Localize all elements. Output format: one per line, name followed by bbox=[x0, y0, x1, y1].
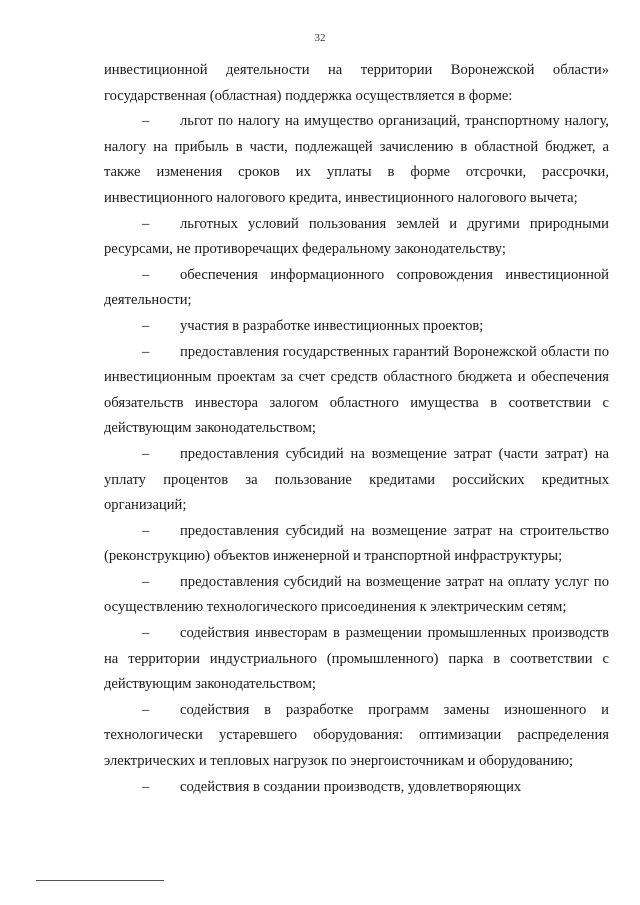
list-dash: – bbox=[142, 113, 150, 130]
list-dash: – bbox=[142, 445, 150, 462]
list-item-text: льготных условий пользования землей и другими природными ресурсами, не противоречащих федеральному законодательству; bbox=[104, 215, 609, 258]
list-item bbox=[104, 698, 609, 775]
list-item-text: предоставления субсидий на возмещение затрат на оплату услуг по осуществлению технологического присоединения к электрическим сетям; bbox=[104, 573, 609, 616]
page-number: 32 bbox=[314, 32, 326, 44]
paragraph-intro bbox=[104, 58, 609, 109]
list-item-text: содействия инвесторам в размещении промышленных производств на территории индустриального (промышленного) парка в соответствии с действующим законодательством; bbox=[104, 625, 609, 693]
list-dash: – bbox=[142, 701, 150, 718]
list-item bbox=[104, 519, 609, 570]
list-item-text: предоставления государственных гарантий Воронежской области по инвестиционным проектам за счет средств областного бюджета и обеспечения обязательств инвестора залогом областного имущества в соответствии с действующим законодательством; bbox=[104, 343, 609, 437]
list-dash: – bbox=[142, 625, 150, 642]
list-dash: – bbox=[142, 266, 150, 283]
document-body bbox=[104, 58, 609, 800]
list-item bbox=[104, 775, 609, 801]
list-item bbox=[104, 314, 609, 340]
list-item-text: участия в разработке инвестиционных проектов; bbox=[180, 317, 484, 334]
list-dash: – bbox=[142, 215, 150, 232]
list-dash: – bbox=[142, 522, 150, 539]
list-item bbox=[104, 263, 609, 314]
list-dash: – bbox=[142, 317, 150, 334]
list-item-text: предоставления субсидий на возмещение затрат (части затрат) на уплату процентов за пользование кредитами российских кредитных организаций; bbox=[104, 445, 609, 514]
list-dash: – bbox=[142, 778, 150, 795]
list-dash: – bbox=[142, 573, 150, 590]
list-item bbox=[104, 570, 609, 621]
list-item bbox=[104, 621, 609, 698]
list-item bbox=[104, 340, 609, 442]
footer-rule bbox=[36, 880, 164, 881]
list-item-text: содействия в создании производств, удовлетворяющих bbox=[180, 778, 522, 795]
list-item-text: содействия в разработке программ замены изношенного и технологически устаревшего оборудования: оптимизации распределения электрических и тепловых нагрузок по энергоисточникам и оборудованию; bbox=[104, 701, 609, 770]
list-item-text: предоставления субсидий на возмещение затрат на строительство (реконструкцию) объектов инженерной и транспортной инфраструктуры; bbox=[104, 522, 609, 565]
paragraph-text: инвестиционной деятельности на территории Воронежской области» государственная (областная) поддержка осуществляется в форме: bbox=[104, 62, 609, 104]
list-item bbox=[104, 109, 609, 211]
list-item-text: обеспечения информационного сопровождения инвестиционной деятельности; bbox=[104, 266, 609, 309]
list-item-text: льгот по налогу на имущество организаций, транспортному налогу, налогу на прибыль в части, подлежащей зачислению в областной бюджет, а также изменения сроков их уплаты в форме отсрочки, рассрочки, инвестиционного налогового кредита, инвестиционного налогового вычета; bbox=[104, 113, 609, 206]
list-item bbox=[104, 442, 609, 519]
list-item bbox=[104, 212, 609, 263]
list-dash: – bbox=[142, 343, 150, 360]
